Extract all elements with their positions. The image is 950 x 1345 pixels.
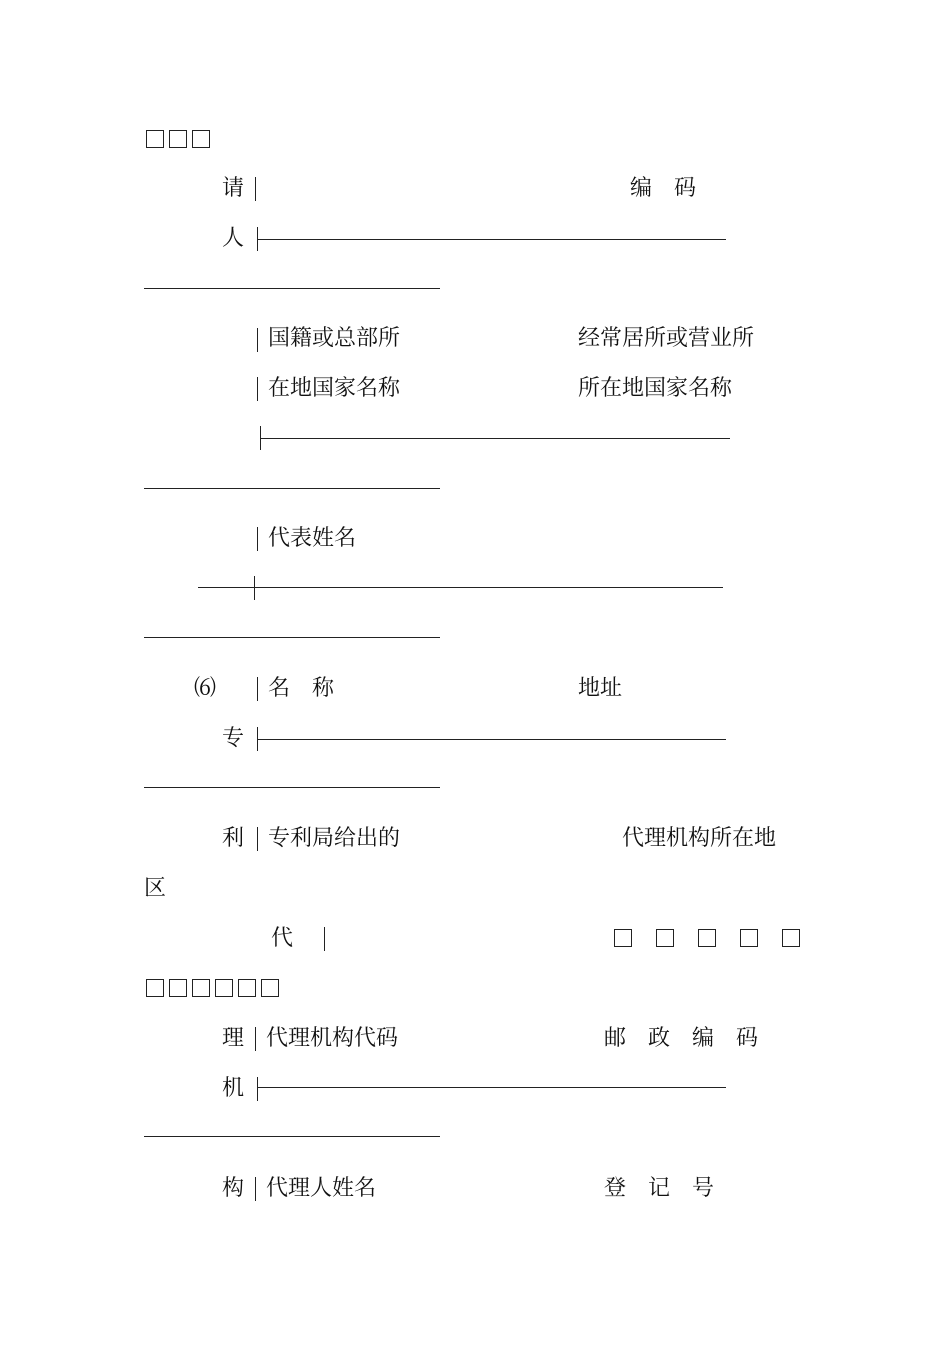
agency-side-char: 理 (222, 1026, 245, 1051)
code-box (614, 929, 632, 947)
region-code-boxes (614, 929, 800, 947)
applicant-side-char: 请 (222, 176, 245, 201)
code-box (169, 979, 187, 997)
vertical-rule (255, 1177, 256, 1201)
vertical-rule (257, 827, 258, 851)
separator-line (144, 637, 440, 638)
vertical-rule (257, 1077, 258, 1101)
agent-name-label: 代理人姓名 (266, 1176, 377, 1201)
vertical-rule (257, 328, 258, 352)
representative-label: 代表姓名 (268, 526, 357, 551)
agency-side-char: 机 (222, 1076, 245, 1101)
code-box (782, 929, 800, 947)
region-wrap-char: 区 (144, 876, 167, 901)
code-box (740, 929, 758, 947)
agency-side-char: 代 (271, 926, 294, 951)
horizontal-rule (257, 1087, 726, 1088)
horizontal-rule (257, 239, 726, 240)
office-code-label: 专利局给出的 (268, 826, 401, 851)
agency-postal-code-label: 邮 政 编 码 (604, 1026, 759, 1051)
horizontal-rule (257, 739, 726, 740)
header-checkboxes (146, 130, 210, 148)
code-box (238, 979, 256, 997)
agency-side-char: 专 (222, 726, 245, 751)
postal-code-label: 编 码 (630, 176, 697, 201)
code-box (698, 929, 716, 947)
registration-number-label: 登 记 号 (604, 1176, 715, 1201)
code-box (656, 929, 674, 947)
nationality-label-2: 在地国家名称 (268, 376, 401, 401)
agency-side-char: 构 (222, 1176, 245, 1201)
vertical-rule (324, 927, 325, 951)
nationality-label: 国籍或总部所 (268, 326, 401, 351)
residence-label: 经常居所或营业所 (578, 326, 755, 351)
agency-code-label: 代理机构代码 (266, 1026, 399, 1051)
separator-line (144, 1136, 440, 1137)
applicant-side-char: 人 (222, 226, 245, 251)
agency-side-char: 利 (222, 826, 245, 851)
region-code-boxes-2 (146, 979, 279, 997)
vertical-rule (255, 1027, 256, 1051)
residence-label-2: 所在地国家名称 (578, 376, 733, 401)
checkbox (169, 130, 187, 148)
vertical-rule (255, 177, 256, 201)
section-number: ⑹ (194, 676, 217, 701)
code-box (146, 979, 164, 997)
code-box (261, 979, 279, 997)
separator-line (144, 288, 440, 289)
vertical-rule (257, 377, 258, 401)
checkbox (146, 130, 164, 148)
agency-name-label: 名 称 (268, 676, 335, 701)
horizontal-rule (198, 587, 723, 588)
agency-address-label: 地址 (578, 676, 623, 701)
checkbox (192, 130, 210, 148)
separator-line (144, 787, 440, 788)
agency-region-label: 代理机构所在地 (622, 826, 777, 851)
code-box (192, 979, 210, 997)
code-box (215, 979, 233, 997)
vertical-rule (254, 576, 255, 600)
vertical-rule (257, 527, 258, 551)
separator-line (144, 488, 440, 489)
horizontal-rule (260, 438, 730, 439)
vertical-rule (257, 677, 258, 701)
